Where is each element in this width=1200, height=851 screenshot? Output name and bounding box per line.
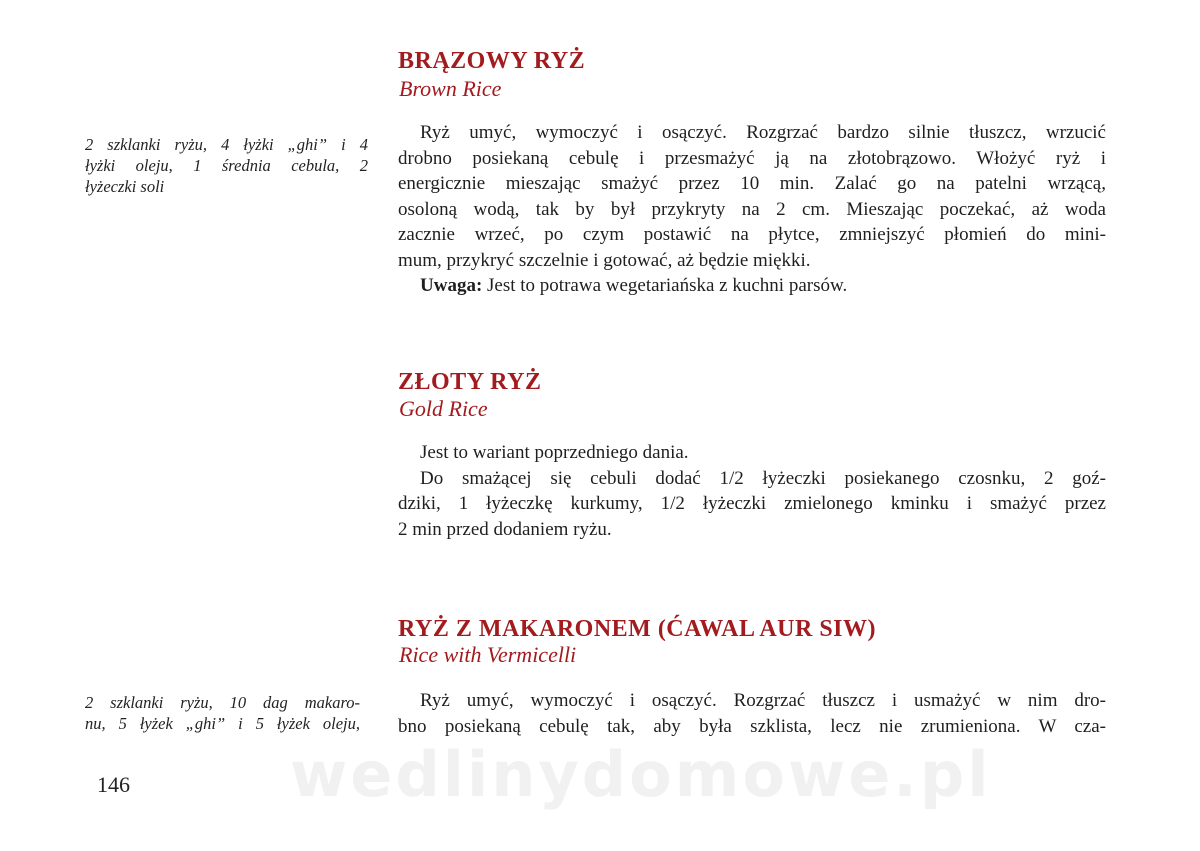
note-line [398, 273, 1106, 299]
ingredients-line: nu, 5 łyżek „ghi” i 5 łyżek oleju, [85, 714, 360, 733]
note-text: Jest to potrawa wegetariańska z kuchni parsów. [482, 275, 848, 296]
recipe-body-gold-rice [398, 440, 1106, 542]
recipe-title-gold-rice: ZŁOTY RYŻ [398, 369, 542, 395]
ingredients-line: łyżeczki soli [85, 177, 165, 196]
ingredients-rice-vermicelli [85, 692, 360, 734]
body-line: Ryż umyć, wymoczyć i osączyć. Rozgrzać tłuszcz i usmażyć w nim dro- [420, 690, 1106, 711]
body-line: bno posiekaną cebulę tak, aby była szklista, lecz nie zrumieniona. W cza- [398, 715, 1106, 737]
body-line: mum, przykryć szczelnie i gotować, aż będzie miękki. [398, 249, 811, 271]
recipe-subtitle-gold-rice: Gold Rice [399, 396, 488, 421]
body-line: osoloną wodą, tak by był przykryty na 2 cm. Mieszając poczekać, aż woda [398, 198, 1106, 220]
ingredients-line: 2 szklanki ryżu, 4 łyżki „ghi” i 4 [85, 135, 368, 154]
body-line: drobno posiekaną cebulę i przesmażyć ją na złotobrązowo. Włożyć ryż i [398, 147, 1106, 169]
body-line: 2 min przed dodaniem ryżu. [398, 518, 612, 540]
note-label: Uwaga: [420, 275, 483, 296]
ingredients-line: łyżki oleju, 1 średnia cebula, 2 [85, 156, 368, 175]
body-line: energicznie mieszając smażyć przez 10 min. Zalać go na patelni wrzącą, [398, 173, 1106, 194]
body-line: Do smażącej się cebuli dodać 1/2 łyżeczki posiekanego czosnku, 2 goź- [420, 467, 1106, 489]
body-line: Jest to wariant poprzedniego dania. [420, 442, 689, 463]
recipe-body-brown-rice [398, 120, 1106, 299]
page-number: 146 [97, 772, 130, 797]
recipe-subtitle-rice-vermicelli: Rice with Vermicelli [399, 642, 577, 667]
ingredients-brown-rice [85, 134, 368, 197]
watermark: wedlinydomowe.pl [290, 738, 992, 811]
body-line: zacznie wrzeć, po czym postawić na płytce, zmniejszyć płomień do mini- [398, 224, 1106, 245]
body-line: Ryż umyć, wymoczyć i osączyć. Rozgrzać bardzo silnie tłuszcz, wrzucić [420, 122, 1106, 143]
recipe-title-brown-rice: BRĄZOWY RYŻ [398, 48, 586, 74]
recipe-title-rice-vermicelli: RYŻ Z MAKARONEM (ĆAWAL AUR SIW) [398, 616, 877, 642]
ingredients-line: 2 szklanki ryżu, 10 dag makaro- [85, 693, 360, 712]
recipe-body-rice-vermicelli [398, 688, 1106, 739]
recipe-subtitle-brown-rice: Brown Rice [399, 76, 502, 101]
body-line: dziki, 1 łyżeczkę kurkumy, 1/2 łyżeczki zmielonego kminku i smażyć przez [398, 493, 1106, 514]
